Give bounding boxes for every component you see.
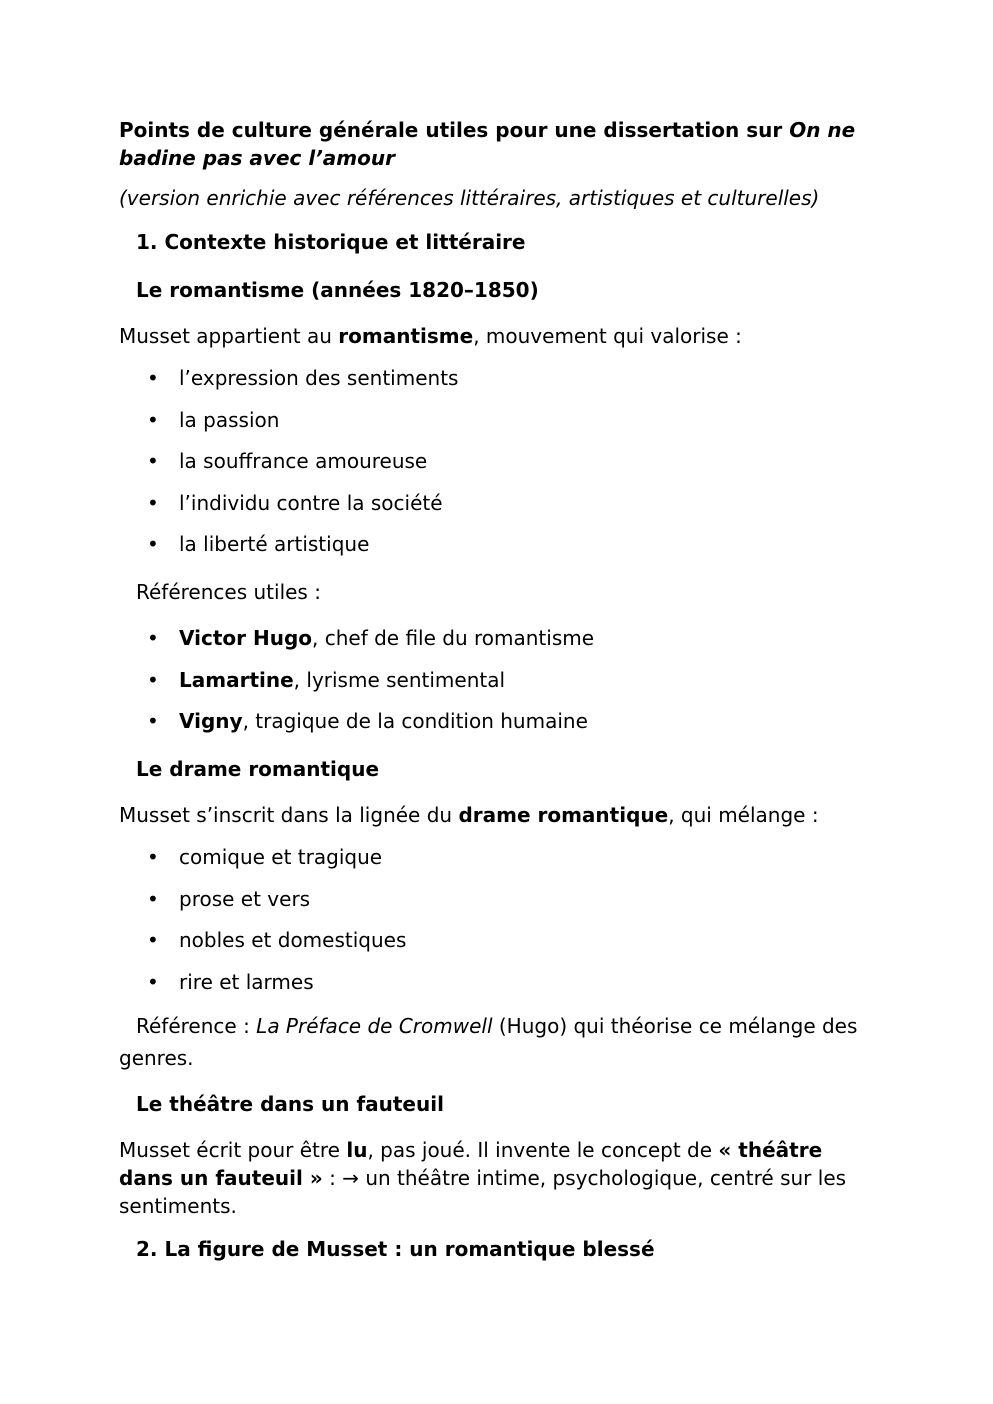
drame-reference — [119, 1010, 879, 1074]
reference-name: Vigny — [179, 709, 243, 733]
romantisme-intro-bold: romantisme — [338, 324, 474, 348]
list-item-text: rire et larmes — [179, 969, 314, 994]
section-1-heading: 1. Contexte historique et littéraire — [136, 230, 526, 254]
bullet-icon: • — [147, 366, 159, 390]
document-title — [119, 116, 879, 172]
bullet-icon: • — [147, 709, 159, 733]
list-item — [119, 843, 879, 871]
list-item — [119, 707, 879, 735]
romantisme-intro-text: Musset appartient au — [119, 324, 339, 348]
list-item — [119, 968, 879, 996]
romantisme-heading: Le romantisme (années 1820–1850) — [136, 278, 539, 302]
list-item — [119, 885, 879, 913]
list-item-text: nobles et domestiques — [179, 928, 407, 952]
document-subtitle: (version enrichie avec références littéraires, artistiques et culturelles) — [119, 186, 820, 210]
reference-name: Victor Hugo — [179, 626, 312, 650]
bullet-icon: • — [147, 532, 159, 556]
list-item — [119, 406, 879, 434]
list-item-text: l’expression des sentiments — [179, 366, 459, 390]
bullet-icon: • — [147, 407, 159, 432]
fauteuil-heading: Le théâtre dans un fauteuil — [136, 1091, 444, 1116]
list-item-text: la souffrance amoureuse — [179, 449, 428, 473]
list-item-text: la passion — [179, 407, 280, 432]
reference-name: Lamartine — [179, 667, 294, 692]
fauteuil-text-end: : → un théâtre intime, psychologique, centré sur les sentiments. — [119, 1165, 847, 1218]
title-work: On ne badine pas avec l’amour — [119, 118, 856, 170]
list-item — [119, 447, 879, 475]
list-item — [119, 666, 879, 694]
romantisme-intro-end: , mouvement qui valorise : — [473, 324, 742, 348]
title-text: Points de culture générale utiles pour une dissertation sur — [119, 118, 783, 142]
list-item-text: la liberté artistique — [179, 532, 370, 556]
drame-intro-text: Musset s’inscrit dans la lignée du — [119, 803, 459, 827]
reference-desc: , chef de file du romantisme — [312, 626, 595, 650]
fauteuil-text — [119, 1136, 879, 1220]
list-item — [119, 530, 879, 558]
document-page — [119, 116, 879, 1263]
list-item — [119, 489, 879, 517]
list-item — [119, 926, 879, 954]
drame-intro-bold: drame romantique — [458, 803, 669, 827]
bullet-icon: • — [147, 626, 159, 650]
romantisme-values-list — [119, 364, 879, 558]
drame-heading: Le drame romantique — [136, 757, 380, 781]
bullet-icon: • — [147, 928, 159, 952]
fauteuil-concept: « théâtre dans un fauteuil » — [119, 1137, 823, 1190]
fauteuil-text-bold: lu — [346, 1137, 368, 1162]
list-item-text: comique et tragique — [179, 845, 383, 869]
section-2-heading: 2. La figure de Musset : un romantique blessé — [136, 1236, 655, 1261]
bullet-icon: • — [147, 667, 159, 692]
drame-mix-list — [119, 843, 879, 996]
drame-reference-title: La Préface de Cromwell — [256, 1013, 493, 1038]
bullet-icon: • — [147, 449, 159, 473]
list-item-text: l’individu contre la société — [179, 490, 443, 515]
reference-desc: , lyrisme sentimental — [293, 667, 506, 692]
bullet-icon: • — [147, 969, 159, 994]
drame-intro — [119, 801, 879, 829]
bullet-icon: • — [147, 886, 159, 911]
romantisme-intro — [119, 322, 879, 350]
bullet-icon: • — [147, 845, 159, 869]
references-list — [119, 624, 879, 735]
drame-reference-label: Référence : — [136, 1013, 257, 1038]
references-label: Références utiles : — [136, 580, 321, 604]
list-item — [119, 624, 879, 652]
list-item-text: prose et vers — [179, 886, 311, 911]
reference-desc: , tragique de la condition humaine — [242, 709, 588, 733]
fauteuil-text-start: Musset écrit pour être — [119, 1137, 347, 1162]
fauteuil-text-mid: , pas joué. Il invente le concept de — [367, 1137, 719, 1162]
bullet-icon: • — [147, 490, 159, 515]
drame-reference-text: (Hugo) qui théorise ce mélange des genres. — [119, 1013, 858, 1070]
list-item — [119, 364, 879, 392]
drame-intro-end: , qui mélange : — [668, 803, 819, 827]
